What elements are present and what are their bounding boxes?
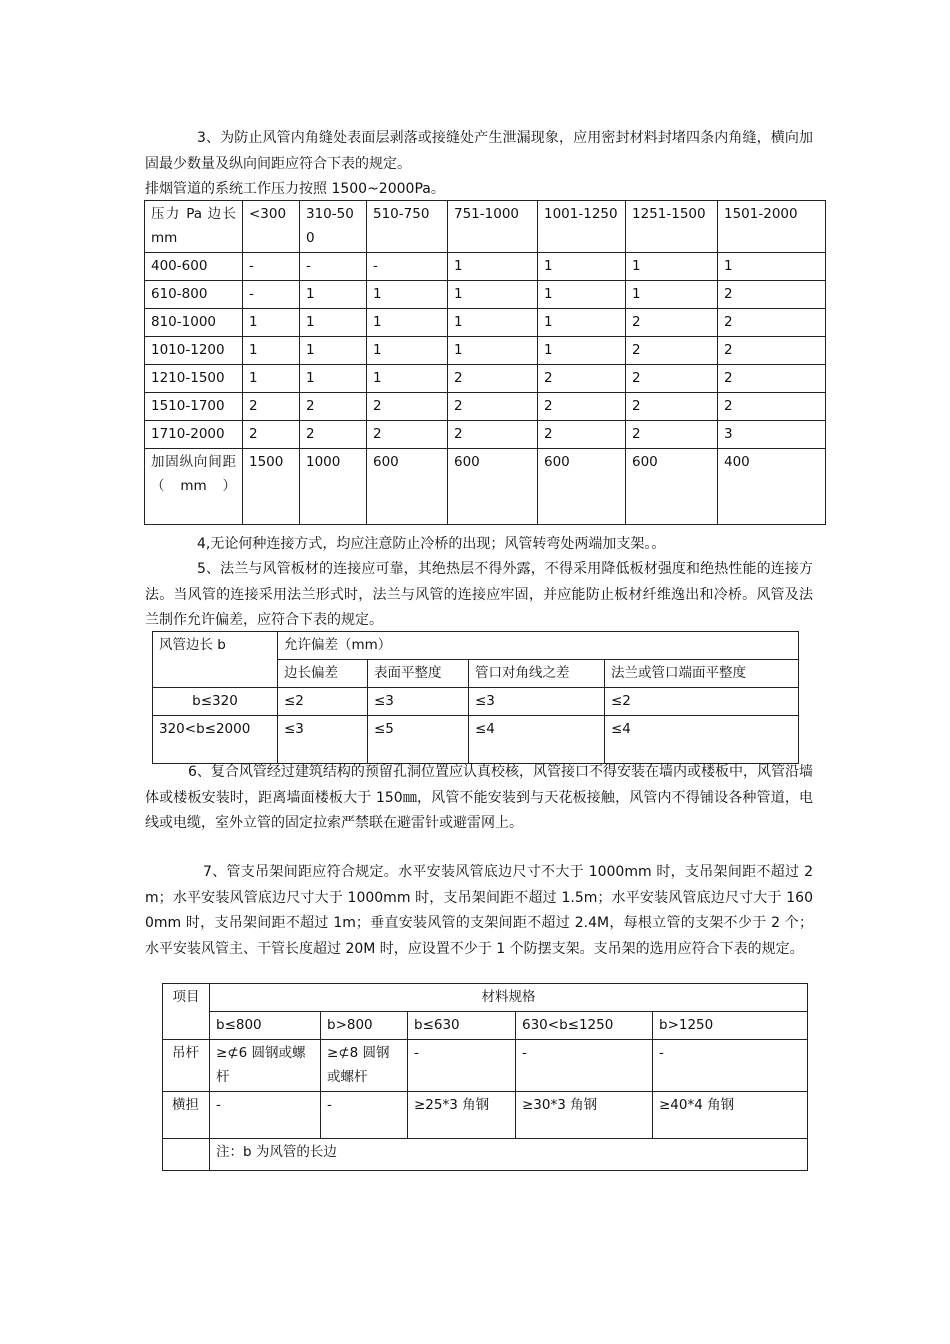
paragraph-3: 3、为防止风管内角缝处表面层剥落或接缝处产生泄漏现象，应用密封材料封堵四条内角缝，横向加固最少数量及纵向间距应符合下表的规定。: [145, 130, 813, 172]
table-cell: 2: [626, 365, 718, 393]
row-side-range: 320<b≤2000: [153, 716, 278, 764]
paragraph-6: 6、复合风管经过建筑结构的预留孔洞位置应认真校核，风管接口不得安装在墙内或楼板中，风管沿墙体或楼板安装时，距离墙面楼板大于 150㎜，风管不能安装到与天花板接触，风管内不得铺设各种管道，电线或电缆，室外立管的固定拉索严禁联在避雷针或避雷网上。: [145, 764, 813, 831]
table-cell: 1: [243, 309, 300, 337]
paragraph-7: 7、管支吊架间距应符合规定。水平安装风管底边尺寸不大于 1000mm 时，支吊架间距不超过 2m；水平安装风管底边尺寸大于 1000mm 时，支吊架间距不超过 1.5m；水平安装风管底边尺寸大于 1600mm 时，支吊架间距不超过 1m；垂直安装风管的支架间距不超过 2.4M，每根立管的支架不少于 2 个；水平安装风管主、干管长度超过 20M 时，应设置不少于 1 个防摆支架。支吊架的选用应符合下表的规定。: [145, 864, 813, 957]
table-cell: ≤3: [368, 688, 469, 716]
table-cell: 2: [448, 393, 538, 421]
table-cell: 1: [538, 309, 626, 337]
hanger-table: [162, 983, 808, 1171]
table-row: [145, 365, 826, 393]
header-allowed-deviation: 允许偏差（mm）: [278, 632, 799, 660]
row-side-length: 810-1000: [145, 309, 243, 337]
table-cell: 1: [626, 281, 718, 309]
table-cell: ≤4: [605, 716, 799, 764]
table-cell: -: [367, 253, 448, 281]
header-pressure-range: <300: [243, 201, 300, 253]
table-cell: 1: [300, 365, 367, 393]
table-cell: ≥40*4 角钢: [653, 1092, 808, 1139]
header-pressure-range: 510-750: [367, 201, 448, 253]
table-cell: 1: [718, 253, 826, 281]
tolerance-table: [152, 631, 799, 764]
row-side-length: 1010-1200: [145, 337, 243, 365]
table-cell: 1: [300, 337, 367, 365]
note-empty-cell: [163, 1139, 210, 1171]
table-cell: 1: [367, 337, 448, 365]
header-material-spec: 材料规格: [210, 984, 808, 1012]
header-pressure-range: 1001-1250: [538, 201, 626, 253]
table-cell: ≤3: [469, 688, 605, 716]
table-cell: -: [321, 1092, 408, 1139]
table-row-spacing: [145, 449, 826, 525]
header-pressure-range: 751-1000: [448, 201, 538, 253]
table-cell: 1: [626, 253, 718, 281]
row-side-length: 1710-2000: [145, 421, 243, 449]
subheader-spec: b≤630: [408, 1012, 516, 1040]
table-cell: 600: [538, 449, 626, 525]
header-pressure-range: 1501-2000: [718, 201, 826, 253]
subheader-deviation: 管口对角线之差: [469, 660, 605, 688]
table-row: [145, 253, 826, 281]
table-cell: 2: [538, 365, 626, 393]
table-cell: ≥⊄8 圆钢或螺杆: [321, 1040, 408, 1092]
row-item-label: 吊杆: [163, 1040, 210, 1092]
table-cell: 2: [538, 393, 626, 421]
table-row: [145, 309, 826, 337]
table-cell: ≥30*3 角钢: [516, 1092, 653, 1139]
row-side-length: 400-600: [145, 253, 243, 281]
table-cell: 2: [448, 365, 538, 393]
table-cell: 2: [718, 365, 826, 393]
table-cell: -: [653, 1040, 808, 1092]
table-row: [145, 281, 826, 309]
table-cell: 2: [243, 393, 300, 421]
table-cell: 2: [718, 281, 826, 309]
table-cell: 2: [300, 393, 367, 421]
table-cell: 1: [538, 281, 626, 309]
table-row: [145, 421, 826, 449]
subheader-deviation: 表面平整度: [368, 660, 469, 688]
paragraph-5: 5、法兰与风管板材的连接应可靠，其绝热层不得外露，不得采用降低板材强度和绝热性能的连接方法。当风管的连接采用法兰形式时，法兰与风管的连接应牢固，并应能防止板材纤维逸出和冷桥。风管及法兰制作允许偏差，应符合下表的规定。: [145, 561, 813, 628]
header-pressure-side: 压力 Pa 边长 mm: [145, 201, 243, 253]
table-cell: ≤2: [278, 688, 368, 716]
table-cell: 2: [367, 421, 448, 449]
table-cell: 2: [538, 421, 626, 449]
table-cell: 1: [300, 309, 367, 337]
subheader-deviation: 法兰或管口端面平整度: [605, 660, 799, 688]
table-cell: 1: [367, 365, 448, 393]
subheader-deviation: 边长偏差: [278, 660, 368, 688]
table-cell: 2: [626, 309, 718, 337]
table-cell: 1: [243, 337, 300, 365]
table-cell: 2: [300, 421, 367, 449]
table-cell: 2: [718, 393, 826, 421]
table-cell: 1: [448, 253, 538, 281]
table-cell: 1: [367, 281, 448, 309]
table-cell: -: [408, 1040, 516, 1092]
table-header-row: [145, 201, 826, 253]
table-cell: 600: [626, 449, 718, 525]
table-cell: 2: [243, 421, 300, 449]
row-item-label: 横担: [163, 1092, 210, 1139]
table-cell: 2: [626, 421, 718, 449]
table-cell: -: [210, 1092, 321, 1139]
table-cell: -: [516, 1040, 653, 1092]
table-cell: 2: [626, 337, 718, 365]
subheader-spec: b≤800: [210, 1012, 321, 1040]
table-cell: -: [243, 281, 300, 309]
table-cell: ≤5: [368, 716, 469, 764]
table-note: 注：b 为风管的长边: [210, 1139, 808, 1171]
table-cell: ≥25*3 角钢: [408, 1092, 516, 1139]
header-duct-side: 风管边长 b: [153, 632, 278, 688]
table-row: [145, 337, 826, 365]
table-cell: ≥⊄6 圆钢或螺杆: [210, 1040, 321, 1092]
table-cell: 1: [448, 337, 538, 365]
table-cell: -: [243, 253, 300, 281]
header-pressure-range: 310-500: [300, 201, 367, 253]
table-cell: ≤3: [278, 716, 368, 764]
paragraph-4: 4,无论何种连接方式，均应注意防止冷桥的出现；风管转弯处两端加支架。。: [197, 536, 666, 552]
table-cell: 2: [718, 337, 826, 365]
table-cell: 1: [538, 253, 626, 281]
row-side-length: 1510-1700: [145, 393, 243, 421]
table-cell: 1: [243, 365, 300, 393]
header-pressure-range: 1251-1500: [626, 201, 718, 253]
table-cell: ≤4: [469, 716, 605, 764]
table-cell: 1500: [243, 449, 300, 525]
subheader-spec: b>800: [321, 1012, 408, 1040]
table-cell: 2: [448, 421, 538, 449]
table-cell: 1: [448, 309, 538, 337]
reinforcement-table: [144, 200, 826, 525]
table-cell: 2: [367, 393, 448, 421]
table-cell: 2: [626, 393, 718, 421]
subheader-spec: 630<b≤1250: [516, 1012, 653, 1040]
table-cell: 1: [367, 309, 448, 337]
row-side-range: b≤320: [153, 688, 278, 716]
table-cell: -: [300, 253, 367, 281]
subheader-spec: b>1250: [653, 1012, 808, 1040]
table-cell: ≤2: [605, 688, 799, 716]
header-item: 项目: [163, 984, 210, 1040]
table-cell: 1: [538, 337, 626, 365]
table-cell: 400: [718, 449, 826, 525]
table-cell: 600: [448, 449, 538, 525]
table-cell: 600: [367, 449, 448, 525]
row-side-length: 1210-1500: [145, 365, 243, 393]
table-row: [145, 393, 826, 421]
table-cell: 3: [718, 421, 826, 449]
table-cell: 1: [448, 281, 538, 309]
row-side-length: 610-800: [145, 281, 243, 309]
row-spacing-label: 加固纵向间距（mm）: [145, 449, 243, 525]
table-cell: 1000: [300, 449, 367, 525]
table-cell: 1: [300, 281, 367, 309]
paragraph-3-pressure: 排烟管道的系统工作压力按照 1500~2000Pa。: [145, 181, 445, 197]
table-cell: 2: [718, 309, 826, 337]
